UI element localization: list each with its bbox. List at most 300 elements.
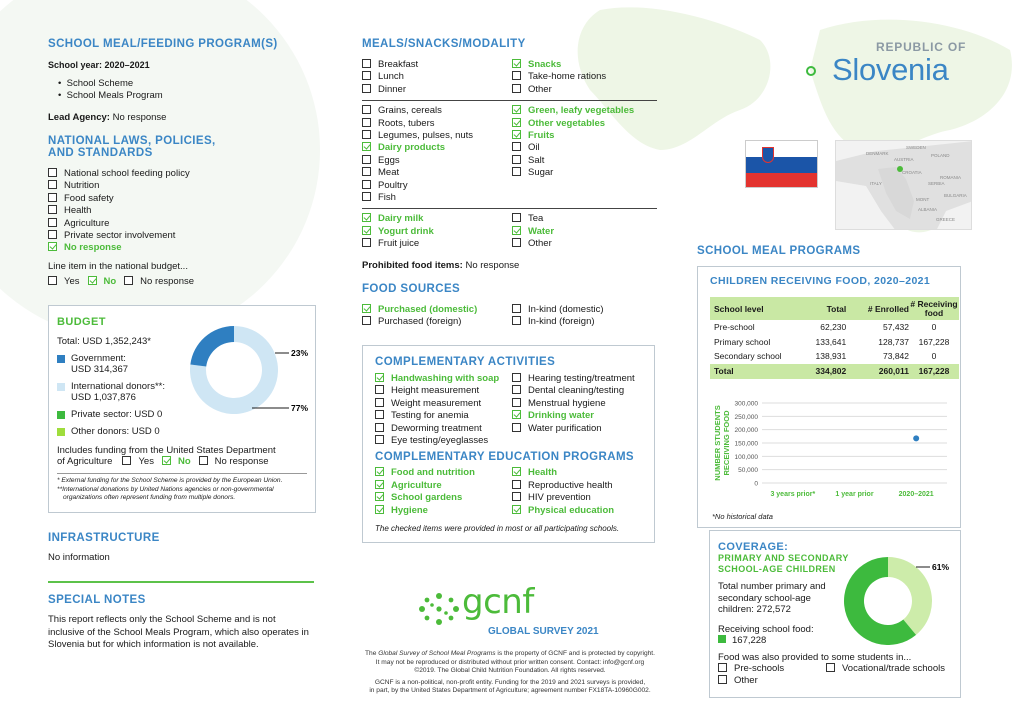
y-tick-label: 200,000 xyxy=(734,427,758,435)
checkbox-other[interactable] xyxy=(718,675,826,687)
table-cell: 167,228 xyxy=(918,336,950,347)
checkbox-vocational-trade-schools[interactable] xyxy=(826,663,945,675)
checkbox-national-school-feeding-policy[interactable] xyxy=(48,168,318,180)
checkbox-reproductive-health[interactable] xyxy=(512,480,614,492)
europe-map-icon xyxy=(836,141,972,230)
checkbox-label: School gardens xyxy=(391,492,463,504)
map-label: GREECE xyxy=(936,217,956,222)
prohibited-line: Prohibited food items: No response xyxy=(362,260,520,272)
checkbox-label: Dental cleaning/testing xyxy=(528,385,625,397)
table-cell: 334,802 xyxy=(815,366,847,376)
checkbox-label: Water purification xyxy=(528,422,602,434)
checkbox-weight-measurement[interactable] xyxy=(375,398,512,410)
checkbox-testing-for-anemia[interactable] xyxy=(375,410,512,422)
also-provided: Food was also provided to some students in... xyxy=(718,651,912,663)
checked-box-icon[interactable] xyxy=(512,467,521,476)
checkbox-school-gardens[interactable] xyxy=(375,492,512,504)
section-heading: COMPLEMENTARY ACTIVITIES xyxy=(375,356,556,368)
location-map xyxy=(835,140,972,230)
map-label: BULGARIA xyxy=(944,193,967,198)
checkbox-label: Yes xyxy=(64,275,80,287)
checkbox-label: Menstrual hygiene xyxy=(528,397,606,409)
coverage-subheading: PRIMARY AND SECONDARY SCHOOL-AGE CHILDREN xyxy=(718,553,849,574)
checkbox-label: Other xyxy=(528,238,552,250)
empty-box-icon[interactable] xyxy=(362,59,371,68)
empty-box-icon[interactable] xyxy=(512,238,521,247)
section-heading: SPECIAL NOTES xyxy=(48,594,146,606)
empty-box-icon[interactable] xyxy=(362,316,371,325)
checkbox-label: Hygiene xyxy=(391,504,428,516)
empty-box-icon[interactable] xyxy=(718,663,727,672)
complementary-box xyxy=(362,345,655,543)
empty-box-icon[interactable] xyxy=(362,180,371,189)
checkbox-label: Nutrition xyxy=(64,180,100,192)
checkbox-poultry[interactable] xyxy=(362,180,512,192)
empty-box-icon[interactable] xyxy=(512,373,521,382)
section-heading: SCHOOL MEAL/FEEDING PROGRAM(S) xyxy=(48,38,278,50)
checkbox-no-response[interactable] xyxy=(48,242,318,254)
usda-line: Includes funding from the United States Department of Agriculture Yes No No response xyxy=(57,445,276,467)
children-box xyxy=(697,266,961,528)
receiving-value-line: 167,228 xyxy=(718,635,952,646)
checkbox-purchased-domestic[interactable] xyxy=(362,304,512,316)
empty-box-icon[interactable] xyxy=(512,142,521,151)
special-notes-section xyxy=(48,594,328,652)
checkbox-dinner[interactable] xyxy=(362,84,512,96)
empty-box-icon[interactable] xyxy=(512,84,521,93)
empty-box-icon[interactable] xyxy=(362,118,371,127)
empty-box-icon[interactable] xyxy=(375,385,384,394)
checkbox-food-safety[interactable] xyxy=(48,193,318,205)
infrastructure-text: No information xyxy=(48,552,110,563)
map-label: ITALY xyxy=(870,181,882,186)
empty-box-icon[interactable] xyxy=(375,435,384,444)
table-row xyxy=(710,349,959,364)
y-tick-label: 250,000 xyxy=(734,413,758,421)
checkbox-hygiene[interactable] xyxy=(375,505,512,517)
chart-note: *No historical data xyxy=(712,512,773,521)
checkbox-private-sector-involvement[interactable] xyxy=(48,230,318,242)
programs-heading: SCHOOL MEAL PROGRAMS xyxy=(697,245,861,257)
country-prefix: REPUBLIC OF xyxy=(876,40,967,54)
empty-box-icon[interactable] xyxy=(512,167,521,176)
checkbox-grains-cereals[interactable] xyxy=(362,105,512,117)
checkbox-label: Food and nutrition xyxy=(391,467,475,479)
checked-box-icon[interactable] xyxy=(512,226,521,235)
list-item: • School Meals Program xyxy=(58,90,163,102)
checkbox-label: Purchased (foreign) xyxy=(378,316,462,328)
donut-slice-1 xyxy=(190,326,234,366)
checkbox-health[interactable] xyxy=(512,467,614,479)
school-meal-program-section xyxy=(48,38,318,123)
empty-box-icon[interactable] xyxy=(362,167,371,176)
special-notes-text: This report reflects only the School Scheme and is not inclusive of the School Meals Program, which also operates in Slovenia but for which information is not available. xyxy=(48,614,309,650)
empty-box-icon[interactable] xyxy=(512,71,521,80)
checkbox-label: Testing for anemia xyxy=(391,410,469,422)
checkbox-label: Grains, cereals xyxy=(378,105,442,117)
checkbox-oil[interactable] xyxy=(512,142,634,154)
checked-box-icon[interactable] xyxy=(162,456,171,465)
empty-box-icon[interactable] xyxy=(362,192,371,201)
table-cell: Pre-school xyxy=(714,322,755,333)
table-cell: 62,230 xyxy=(820,322,847,333)
activities-list xyxy=(375,373,642,447)
empty-box-icon[interactable] xyxy=(124,276,133,285)
checkbox-no[interactable] xyxy=(162,456,191,467)
checkbox-tea[interactable] xyxy=(512,213,554,225)
checked-box-icon[interactable] xyxy=(375,467,384,476)
checkbox-label: Fruit juice xyxy=(378,238,420,250)
intl-legend: International donors**: USD 1,037,876 xyxy=(57,381,307,403)
empty-box-icon[interactable] xyxy=(48,205,57,214)
slovenia-flag xyxy=(745,140,818,188)
checkbox-snacks[interactable] xyxy=(512,59,606,71)
table-cell: 73,842 xyxy=(883,351,909,362)
checkbox-label: Other xyxy=(528,83,552,95)
checkbox-pre-schools[interactable] xyxy=(718,663,826,675)
checked-box-icon[interactable] xyxy=(362,226,371,235)
checkbox-fruit-juice[interactable] xyxy=(362,238,512,250)
x-tick-label: 1 year prior xyxy=(835,491,874,498)
table-cell: 260,011 xyxy=(878,366,909,376)
private-legend: Private sector: USD 0 xyxy=(57,409,307,420)
budget-line-label: Line item in the national budget... xyxy=(48,260,188,272)
checkbox-height-measurement[interactable] xyxy=(375,385,512,397)
table-cell: 128,737 xyxy=(878,336,909,347)
table-cell: 0 xyxy=(931,322,937,333)
empty-box-icon[interactable] xyxy=(199,456,208,465)
y-tick-label: 300,000 xyxy=(734,400,758,408)
checkbox-other-vegetables[interactable] xyxy=(512,118,634,130)
empty-box-icon[interactable] xyxy=(362,71,371,80)
checkbox-label: Drinking water xyxy=(528,410,594,422)
gcnf-logo xyxy=(418,582,618,642)
table-total-row xyxy=(710,364,959,379)
table-cell: 167,228 xyxy=(918,366,950,376)
table-cell: 133,641 xyxy=(815,336,847,347)
legend-swatch xyxy=(718,635,726,643)
checkbox-label: Dairy products xyxy=(378,142,446,154)
checked-box-icon[interactable] xyxy=(512,105,521,114)
gov-legend: Government: USD 314,367 xyxy=(57,353,307,375)
legend-swatch xyxy=(57,383,65,391)
section-heading: BUDGET xyxy=(57,316,106,328)
checkbox-legumes-pulses-nuts[interactable] xyxy=(362,130,512,142)
country-name: Slovenia xyxy=(832,52,949,87)
checkbox-green-leafy-vegetables[interactable] xyxy=(512,105,634,117)
list-item: • School Scheme xyxy=(58,78,134,89)
checkbox-nutrition[interactable] xyxy=(48,180,318,192)
checkbox-label: No response xyxy=(214,456,269,467)
checkbox-sugar[interactable] xyxy=(512,167,634,179)
checkbox-label: No response xyxy=(64,242,122,254)
coverage-heading: COVERAGE: xyxy=(718,541,789,553)
checkbox-salt[interactable] xyxy=(512,155,634,167)
checkbox-deworming-treatment[interactable] xyxy=(375,423,512,435)
budget-footnotes: * External funding for the School Scheme is provided by the European Union. **International donations by United Nations agencies or non-governmental organizations often represent funding from multiple donors. xyxy=(57,473,307,503)
budget-total: Total: USD 1,352,243* xyxy=(57,336,152,347)
checkbox-roots-tubers[interactable] xyxy=(362,118,512,130)
other-legend: Other donors: USD 0 xyxy=(57,426,307,437)
checkbox-menstrual-hygiene[interactable] xyxy=(512,398,635,410)
beverages-group xyxy=(362,208,657,250)
budget-box xyxy=(48,305,316,513)
empty-box-icon[interactable] xyxy=(375,423,384,432)
receiving-label: Receiving school food: xyxy=(718,623,814,635)
checked-box-icon[interactable] xyxy=(375,505,384,514)
checkbox-label: Oil xyxy=(528,142,540,154)
checked-box-icon[interactable] xyxy=(512,130,521,139)
checkbox-eye-testing-eyeglasses[interactable] xyxy=(375,435,512,447)
checkbox-dairy-products[interactable] xyxy=(362,142,512,154)
scheme-list xyxy=(48,78,318,103)
lead-agency-line: Lead Agency: No response xyxy=(48,111,167,123)
checkbox-purchased-foreign[interactable] xyxy=(362,316,512,328)
y-tick-label: 50,000 xyxy=(738,467,758,475)
food-groups-group xyxy=(362,100,657,204)
checkbox-label: Legumes, pulses, nuts xyxy=(378,129,474,141)
checkbox-dairy-milk[interactable] xyxy=(362,213,512,225)
checkbox-agriculture[interactable] xyxy=(375,480,512,492)
checkbox-label: Poultry xyxy=(378,179,408,191)
checkbox-label: Breakfast xyxy=(378,59,419,70)
meal-times-group xyxy=(362,59,657,96)
y-tick-label: 0 xyxy=(754,480,758,488)
checkbox-agriculture[interactable] xyxy=(48,218,318,230)
checkbox-label: Handwashing with soap xyxy=(391,373,500,384)
checkbox-health[interactable] xyxy=(48,205,318,217)
checkbox-no-response[interactable] xyxy=(124,276,194,287)
budget-donut-chart xyxy=(179,320,319,420)
checkbox-water-purification[interactable] xyxy=(512,423,635,435)
checkbox-label: In-kind (foreign) xyxy=(528,316,595,328)
empty-box-icon[interactable] xyxy=(362,130,371,139)
checkbox-yes[interactable] xyxy=(48,276,80,287)
empty-box-icon[interactable] xyxy=(48,276,57,285)
legend-swatch xyxy=(57,428,65,436)
school-year-line: School year: 2020–2021 xyxy=(48,60,150,70)
empty-box-icon[interactable] xyxy=(512,423,521,432)
checkbox-label: Water xyxy=(528,225,555,237)
y-tick-label: 100,000 xyxy=(734,453,758,461)
empty-box-icon[interactable] xyxy=(48,168,57,177)
map-label: CROATIA xyxy=(902,170,922,175)
checkbox-yes[interactable] xyxy=(122,456,154,467)
checkbox-food-and-nutrition[interactable] xyxy=(375,467,512,479)
map-label: SWEDEN xyxy=(906,145,926,150)
checked-box-icon[interactable] xyxy=(362,304,371,313)
empty-box-icon[interactable] xyxy=(48,230,57,239)
checked-note: The checked items were provided in most or all participating schools. xyxy=(375,523,620,533)
empty-box-icon[interactable] xyxy=(718,675,727,684)
map-label: MONT xyxy=(916,197,930,202)
checkbox-label: In-kind (domestic) xyxy=(528,304,604,315)
checkbox-no[interactable] xyxy=(88,276,117,287)
checkbox-label: Fish xyxy=(378,191,396,203)
table-cell: 57,432 xyxy=(883,322,909,333)
gcnf-dots-icon xyxy=(418,592,460,626)
coat-of-arms-icon xyxy=(762,147,774,163)
infrastructure-section xyxy=(48,532,318,563)
checkbox-other[interactable] xyxy=(512,84,606,96)
checkbox-physical-education[interactable] xyxy=(512,505,614,517)
empty-box-icon[interactable] xyxy=(512,492,521,501)
section-heading: INFRASTRUCTURE xyxy=(48,532,160,544)
checkbox-label: Sugar xyxy=(528,167,554,179)
checked-box-icon[interactable] xyxy=(88,276,97,285)
coverage-total: Total number primary and secondary school-age children: 272,572 xyxy=(718,581,826,615)
empty-box-icon[interactable] xyxy=(122,456,131,465)
section-heading: NATIONAL LAWS, POLICIES, AND STANDARDS xyxy=(48,135,216,159)
checked-box-icon[interactable] xyxy=(512,410,521,419)
children-table xyxy=(710,297,959,379)
food-sources-section xyxy=(362,283,657,329)
coverage-donut-chart xyxy=(838,555,958,647)
checkbox-label: Agriculture xyxy=(64,217,110,229)
checkbox-label: Reproductive health xyxy=(528,479,613,491)
empty-box-icon[interactable] xyxy=(362,238,371,247)
empty-box-icon[interactable] xyxy=(512,155,521,164)
checkbox-take-home-rations[interactable] xyxy=(512,71,606,83)
donut-slice-0 xyxy=(888,557,932,635)
checkbox-label: Vocational/trade schools xyxy=(842,662,945,674)
checkbox-label: Pre-schools xyxy=(734,662,785,674)
checkbox-label: Hearing testing/treatment xyxy=(528,373,635,384)
checked-box-icon[interactable] xyxy=(512,118,521,127)
empty-box-icon[interactable] xyxy=(362,84,371,93)
checkbox-label: Health xyxy=(64,205,92,217)
map-label: DENMARK xyxy=(866,151,889,156)
checked-box-icon[interactable] xyxy=(375,373,384,382)
checkbox-label: Health xyxy=(528,467,558,479)
checkbox-hiv-prevention[interactable] xyxy=(512,492,614,504)
checkbox-dental-cleaning-testing[interactable] xyxy=(512,385,635,397)
table-row xyxy=(710,335,959,350)
empty-box-icon[interactable] xyxy=(48,180,57,189)
checkbox-handwashing-with-soap[interactable] xyxy=(375,373,512,385)
students-chart xyxy=(712,395,952,505)
map-label: POLAND xyxy=(931,153,950,158)
intl-pct-label: 77% xyxy=(291,403,309,413)
table-header-row: School level Total # Enrolled # Receiving food xyxy=(710,297,959,320)
table-row xyxy=(710,320,959,335)
checkbox-fruits[interactable] xyxy=(512,130,634,142)
checkbox-meat[interactable] xyxy=(362,167,512,179)
map-label: ROMANIA xyxy=(940,175,962,180)
table-cell: Total xyxy=(714,366,734,376)
legend-swatch xyxy=(57,411,65,419)
laws-section xyxy=(48,135,318,288)
section-heading: MEALS/SNACKS/MODALITY xyxy=(362,38,526,50)
checked-box-icon[interactable] xyxy=(362,142,371,151)
checked-box-icon[interactable] xyxy=(48,242,57,251)
empty-box-icon[interactable] xyxy=(512,316,521,325)
checked-box-icon[interactable] xyxy=(512,505,521,514)
legend-swatch xyxy=(57,355,65,363)
section-heading: COMPLEMENTARY EDUCATION PROGRAMS xyxy=(375,451,634,464)
checked-box-icon[interactable] xyxy=(375,492,384,501)
map-label: AUSTRIA xyxy=(894,157,914,162)
checkbox-in-kind-foreign[interactable] xyxy=(512,316,604,328)
empty-box-icon[interactable] xyxy=(375,410,384,419)
checkbox-label: HIV prevention xyxy=(528,492,591,504)
budget-line-options xyxy=(48,276,318,288)
section-heading: CHILDREN RECEIVING FOOD, 2020–2021 xyxy=(710,275,931,287)
checkbox-label: No xyxy=(103,275,117,287)
checkbox-in-kind-domestic[interactable] xyxy=(512,304,604,316)
meals-section xyxy=(362,38,657,271)
checkbox-label: Take-home rations xyxy=(528,71,607,83)
checked-box-icon[interactable] xyxy=(362,213,371,222)
checkbox-label: Roots, tubers xyxy=(378,117,435,129)
laws-checklist xyxy=(48,168,318,255)
checkbox-label: No response xyxy=(140,275,195,287)
checkbox-label: Eggs xyxy=(378,154,400,166)
checkbox-lunch[interactable] xyxy=(362,71,512,83)
checkbox-label: Tea xyxy=(528,213,544,225)
checkbox-label: Yes xyxy=(138,456,154,467)
checkbox-water[interactable] xyxy=(512,226,554,238)
checkbox-label: Purchased (domestic) xyxy=(378,304,478,315)
checkbox-fish[interactable] xyxy=(362,192,512,204)
data-point xyxy=(913,435,919,441)
map-label: ALBANIA xyxy=(918,207,938,212)
checkbox-label: Meat xyxy=(378,167,400,179)
checkbox-label: Agriculture xyxy=(391,479,442,491)
table-cell: 0 xyxy=(931,351,937,362)
y-tick-label: 150,000 xyxy=(734,440,758,448)
logo-subtitle: GLOBAL SURVEY 2021 xyxy=(488,626,599,637)
checkbox-label: Other vegetables xyxy=(528,117,606,129)
empty-box-icon[interactable] xyxy=(48,218,57,227)
coverage-pct-label: 61% xyxy=(932,562,950,572)
checkbox-no-response[interactable] xyxy=(199,456,269,467)
checked-box-icon[interactable] xyxy=(512,59,521,68)
checked-box-icon[interactable] xyxy=(375,480,384,489)
map-label: SERBIA xyxy=(928,181,945,186)
footer: The Global Survey of School Meal Programs is the property of GCNF and is protected by copyright. It may not be reproduced or distributed without prior written consent. Contact: info@gcnf.org ©2019. The Global Child Nutrition Foundation. All rights reserved. GCNF is a non-political, non-profit entity. Funding for the 2019 and 2021 surveys is provided, in part, by the United States Department of Agriculture; agreement number FX18TA-10960G002. xyxy=(365,650,655,695)
checkbox-label: Lunch xyxy=(378,71,404,83)
checkbox-drinking-water[interactable] xyxy=(512,410,635,422)
checkbox-label: Food safety xyxy=(64,192,114,204)
checkbox-label: Other xyxy=(734,674,758,686)
empty-box-icon[interactable] xyxy=(512,385,521,394)
empty-box-icon[interactable] xyxy=(512,398,521,407)
checkbox-label: Green, leafy vegetables xyxy=(528,105,635,117)
empty-box-icon[interactable] xyxy=(375,398,384,407)
checkbox-eggs[interactable] xyxy=(362,155,512,167)
empty-box-icon[interactable] xyxy=(362,155,371,164)
checkbox-breakfast[interactable] xyxy=(362,59,512,71)
checkbox-label: No xyxy=(177,456,191,467)
checkbox-other[interactable] xyxy=(512,238,554,250)
empty-box-icon[interactable] xyxy=(48,193,57,202)
empty-box-icon[interactable] xyxy=(362,105,371,114)
empty-box-icon[interactable] xyxy=(826,663,835,672)
table-cell: Secondary school xyxy=(714,351,782,362)
country-marker-icon xyxy=(806,66,816,76)
empty-box-icon[interactable] xyxy=(512,480,521,489)
empty-box-icon[interactable] xyxy=(512,213,521,222)
table-cell: 138,931 xyxy=(815,351,847,362)
checkbox-yogurt-drink[interactable] xyxy=(362,226,512,238)
checkbox-label: Deworming treatment xyxy=(391,422,482,434)
checkbox-label: Salt xyxy=(528,154,545,166)
table-cell: Primary school xyxy=(714,336,771,347)
checkbox-label: Weight measurement xyxy=(391,397,482,409)
empty-box-icon[interactable] xyxy=(512,304,521,313)
checkbox-hearing-testing-treatment[interactable] xyxy=(512,373,635,385)
